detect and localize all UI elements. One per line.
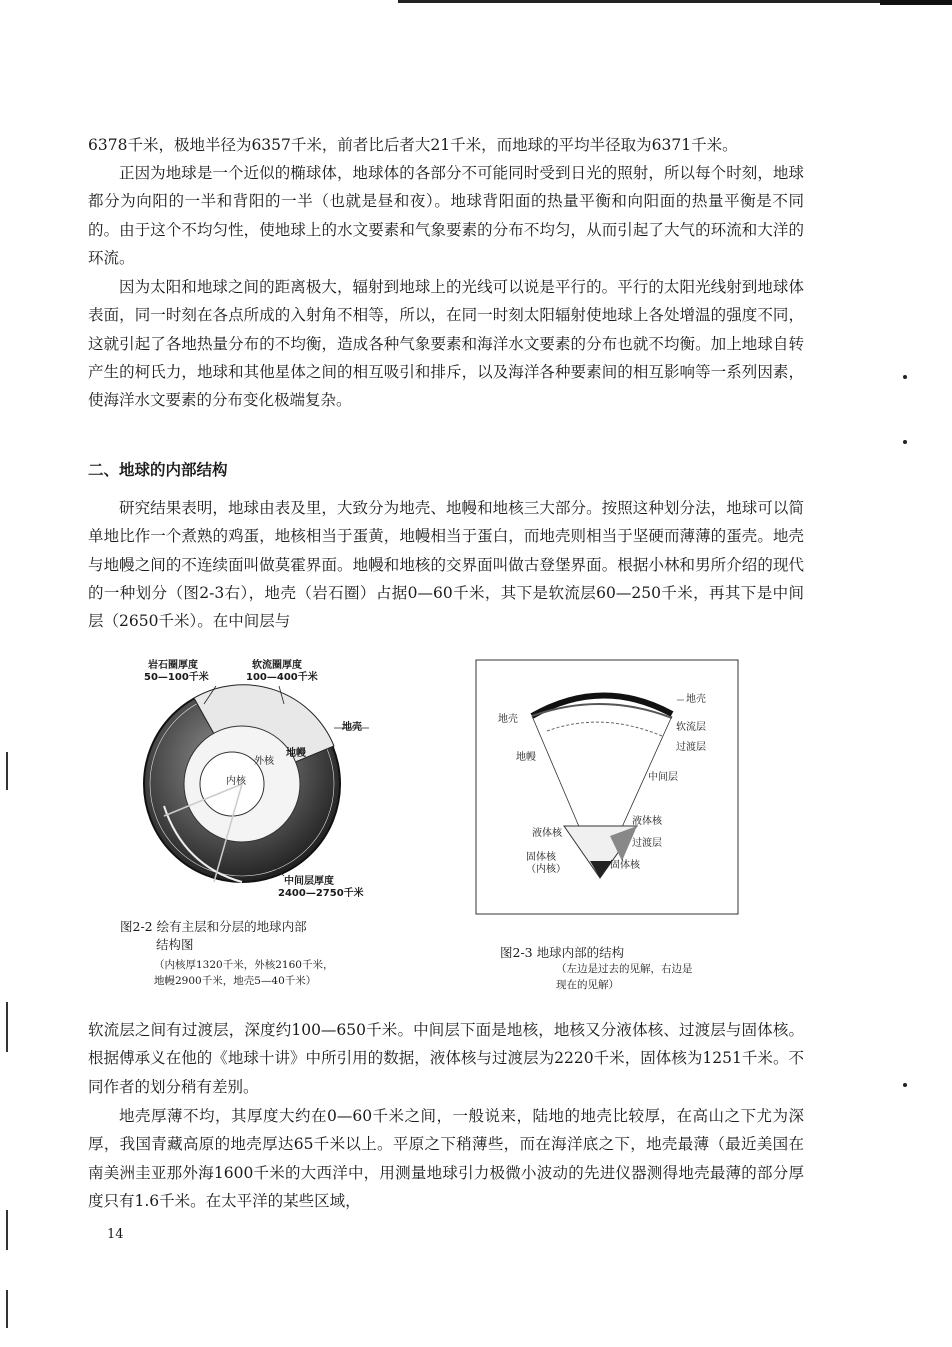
label-lithosphere: 岩石圈厚度: [148, 660, 198, 671]
figure-2-3-note-2: 现在的见解）: [556, 979, 619, 991]
scan-edge-mark: [6, 1210, 8, 1250]
paragraph-1-text: 6378千米，极地半径为6357千米，前者比后者大21千米，而地球的平均半径取为6371千米。: [88, 136, 738, 154]
paragraph-3-text: 因为太阳和地球之间的距离极大，辐射到地球上的光线可以说是平行的。平行的太阳光线射到地球体表面，同一时刻在各点所成的入射角不相等，所以，在同一时刻太阳辐射使地球上各处增温的强度不同，这就引起了各地热量分布的不均衡，造成各种气象要素和海洋水文要素的分布也就不均衡。加上地球自转产生的柯氏力，地球和其他星体之间的相互吸引和排斥，以及海洋各种要素间的相互影响等一系列因素，使海洋水文要素的分布变化极端复杂。: [88, 278, 804, 410]
label-mantle: 地幔: [286, 748, 306, 759]
figure-2-2-note-2: 地幔2900千米，地壳5—40千米）: [154, 975, 317, 987]
figure-2-2-caption: 图2-2 绘有主层和分层的地球内部: [120, 919, 307, 934]
label-intermediate-right: 中间层: [648, 772, 678, 783]
page-number: 14: [107, 1227, 124, 1242]
scan-speck: [903, 1083, 907, 1087]
label-solid-core-left: 固体核: [526, 852, 556, 863]
paragraph-5: [88, 1016, 804, 1101]
label-liquid-core-right: 液体核: [632, 816, 662, 827]
paragraph-4: [88, 494, 804, 635]
label-crust: 地壳: [342, 722, 362, 733]
label-liquid-core-left: 液体核: [532, 828, 562, 839]
figure-earth-structure-2-2: [134, 656, 374, 906]
paragraph-2-text: 正因为地球是一个近似的椭球体，地球体的各部分不可能同时受到日光的照射，所以每个时刻，地球都分为向阳的一半和背阳的一半（也就是昼和夜）。地球背阳面的热量平衡和向阳面的热量平衡是不同的。由于这个不均匀性，使地球上的水文要素和气象要素的分布不均匀，从而引起了大气的环流和大洋的环流。: [88, 164, 804, 267]
label-asthenosphere: 软流圈厚度: [252, 660, 302, 671]
label-transition-1: 过渡层: [676, 742, 706, 753]
paragraph-5-text: 软流层之间有过渡层，深度约100—650千米。中间层下面是地核，地核又分液体核、过渡层与固体核。根据傅承义在他的《地球十讲》中所引用的数据，液体核与过渡层为2220千米，固体核为1251千米。不同作者的划分稍有差别。: [88, 1021, 804, 1096]
section-heading: 二、地球的内部结构: [88, 461, 228, 479]
label-inner-core: 内核: [226, 776, 246, 787]
scan-speck: [903, 440, 907, 444]
scan-edge-mark: [6, 1002, 8, 1052]
scan-speck: [903, 375, 907, 379]
label-solid-core-left-2: （内核）: [526, 864, 566, 875]
label-asthenosphere-right: 软流层: [676, 722, 706, 733]
figure-2-2-note-1: （内核厚1320千米，外核2160千米，: [154, 959, 334, 971]
label-transition-2: 过渡层: [632, 838, 662, 849]
label-asthenosphere-range: 100—400千米: [246, 672, 318, 683]
figure-2-2-caption-line2: 结构图: [156, 937, 194, 952]
label-intermediate-range: 2400—2750千米: [278, 888, 364, 899]
figure-2-3-note-1: （左边是过去的见解，右边是: [556, 963, 693, 975]
label-mantle-left: 地幔: [516, 752, 536, 763]
paragraph-6-text: 地壳厚薄不均，其厚度大约在0—60千米之间，一般说来，陆地的地壳比较厚，在高山之下尤为深厚，我国青藏高原的地壳厚达65千米以上。平原之下稍薄些，而在海洋底之下，地壳最薄（最近美国在南美洲圭亚那外海1600千米的大西洋中，用测量地球引力极微小波动的先进仪器测得地壳最薄的部分厚度只有1.6千米。在太平洋的某些区域，: [88, 1107, 804, 1210]
paragraph-6: [88, 1102, 804, 1215]
paragraph-1: [88, 131, 804, 159]
label-intermediate: 中间层厚度: [284, 876, 334, 887]
paragraph-4-text: 研究结果表明，地球由表及里，大致分为地壳、地幔和地核三大部分。按照这种划分法，地球可以简单地比作一个煮熟的鸡蛋，地核相当于蛋黄，地幔相当于蛋白，而地壳则相当于坚硬而薄薄的蛋壳。地壳与地幔之间的不连续面叫做莫霍界面。地幔和地核的交界面叫做古登堡界面。根据小林和男所介绍的现代的一种划分（图2-3右），地壳（岩石圈）占据0—60千米，其下是软流层60—250千米，再其下是中间层（2650千米）。在中间层与: [88, 499, 804, 631]
paragraph-3: [88, 273, 804, 414]
scan-edge-mark: [6, 1290, 8, 1328]
earth-globe-illustration: [134, 656, 374, 906]
label-crust-right: 地壳: [686, 694, 706, 705]
label-crust-left: 地壳: [498, 714, 518, 725]
top-rule-thick: [880, 0, 952, 5]
label-lithosphere-range: 50—100千米: [144, 672, 209, 683]
scan-edge-mark: [6, 752, 8, 790]
figure-2-3-caption: 图2-3 地球内部的结构: [500, 945, 625, 960]
figure-earth-structure-2-3: [472, 656, 742, 918]
label-outer-core: 外核: [254, 756, 274, 767]
label-solid-core-right: 固体核: [610, 860, 640, 871]
paragraph-2: [88, 159, 804, 272]
top-rule: [398, 0, 952, 3]
